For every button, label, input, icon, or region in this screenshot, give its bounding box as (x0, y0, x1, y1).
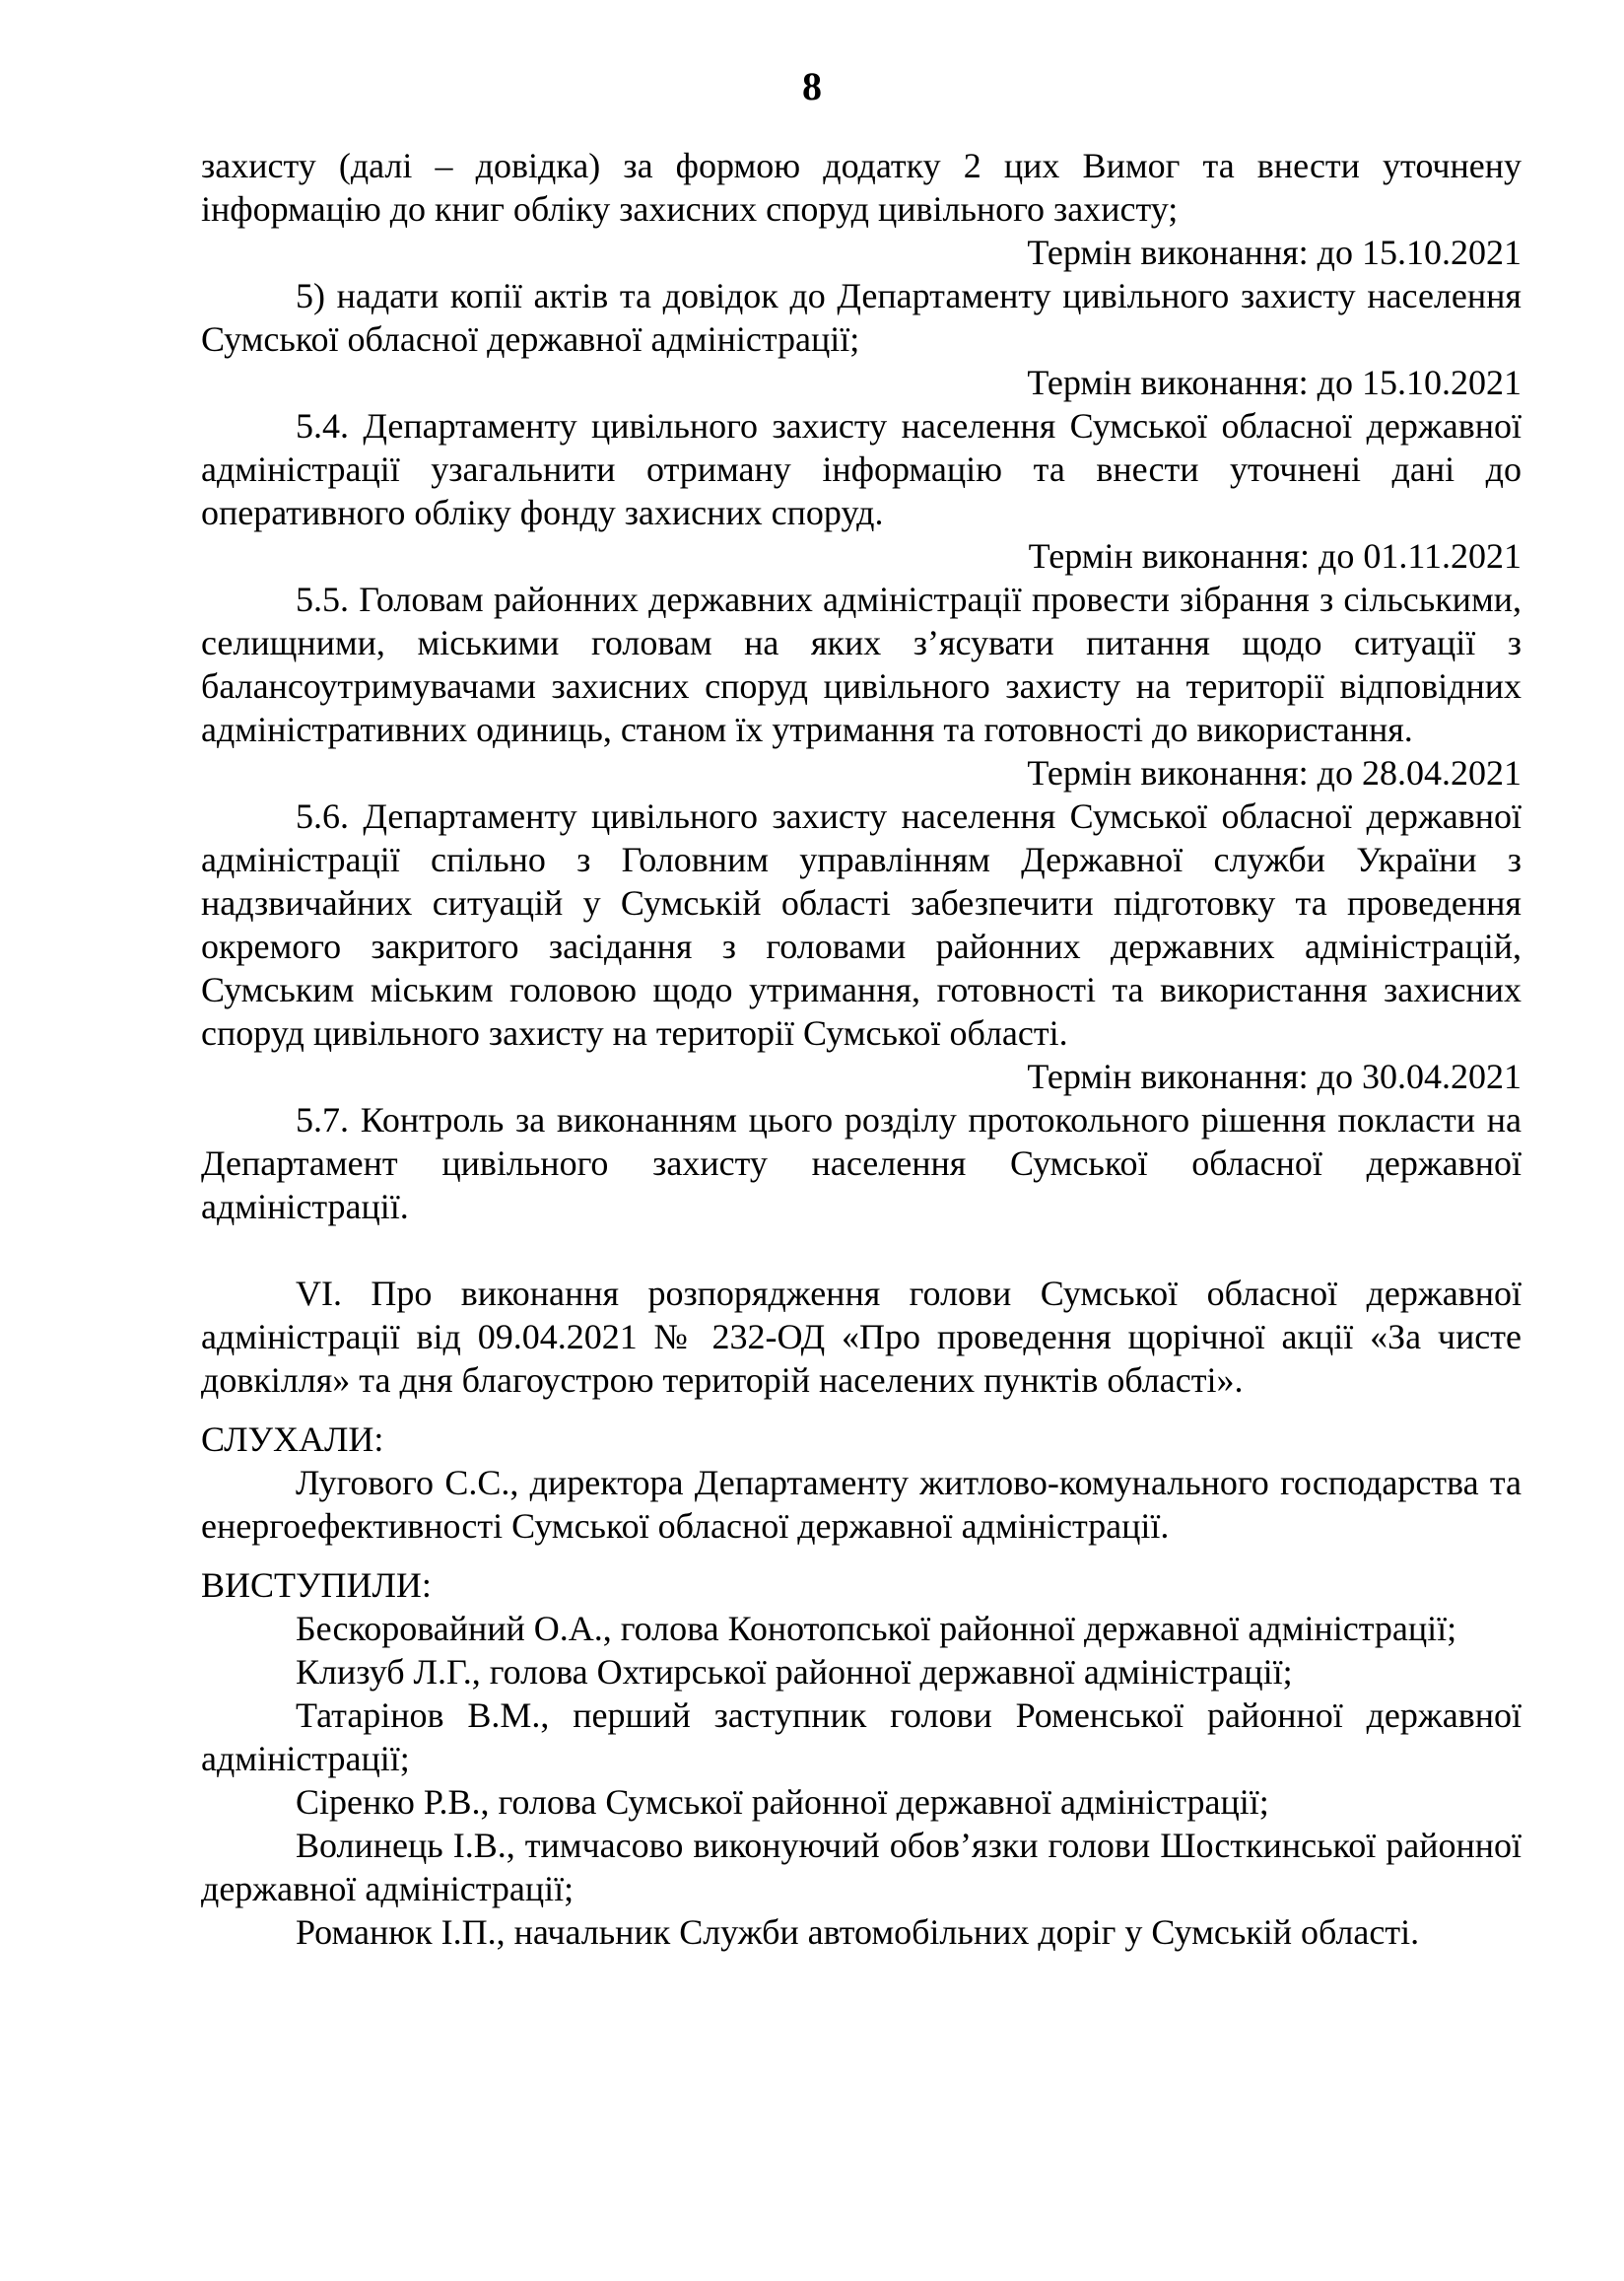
page-number: 8 (802, 64, 822, 108)
speaker-entry: Бескоровайний О.А., голова Конотопської районної державної адміністрації; (296, 1609, 1457, 1648)
section-spacer (201, 1402, 1522, 1417)
speaker-entry: Татарінов В.М., перший заступник голови Роменської районної державної адміністрації; (201, 1695, 1522, 1778)
paragraph-continuation: захисту (далі – довідка) за формою додатку 2 цих Вимог та внести уточнену інформацію до книг обліку захисних споруд цивільного захисту; (201, 146, 1522, 229)
section-spacer (201, 1228, 1522, 1272)
paragraph-item-5-4: 5.4. Департаменту цивільного захисту населення Сумської обласної державної адміністрації узагальнити отриману інформацію та внести уточнені дані до оперативного обліку фонду захисних споруд. (201, 406, 1522, 532)
paragraph-item-5-6: 5.6. Департаменту цивільного захисту населення Сумської обласної державної адміністрації спільно з Головним управлінням Державної служби України з надзвичайних ситуацій у Сумській області забезпечити підготовку та проведення окремого закритого засідання з головами районних державних адміністрацій, Сумським міським головою щодо утримання, готовності та використання захисних споруд цивільного захисту на території Сумської області. (201, 796, 1522, 1053)
speaker-entry: Романюк І.П., начальник Служби автомобільних доріг у Сумській області. (296, 1912, 1420, 1952)
deadline-line: Термін виконання: до 28.04.2021 (1027, 753, 1522, 793)
deadline-line: Термін виконання: до 15.10.2021 (1027, 233, 1522, 272)
deadline-line: Термін виконання: до 15.10.2021 (1027, 363, 1522, 402)
paragraph-item-5-5: 5.5. Головам районних державних адміністрації провести зібрання з сільськими, селищними, міськими головам на яких з’ясувати питання щодо ситуації з балансоутримувачами захисних споруд цивільного захисту на території відповідних адміністративних одиниць, станом їх утримання та готовності до використання. (201, 580, 1522, 749)
speaker-entry: Клизуб Л.Г., голова Охтирської районної державної адміністрації; (296, 1652, 1293, 1692)
paragraph-item-5-7: 5.7. Контроль за виконанням цього розділу протокольного рішення покласти на Департамент цивільного захисту населення Сумської обласної державної адміністрації. (201, 1100, 1522, 1226)
deadline-line: Термін виконання: до 30.04.2021 (1027, 1057, 1522, 1096)
document-body (201, 144, 1522, 1954)
speaker-entry: Сіренко Р.В., голова Сумської районної державної адміністрації; (296, 1782, 1269, 1822)
section-spacer (201, 1548, 1522, 1563)
speaker-entry: Волинець І.В., тимчасово виконуючий обов’язки голови Шосткинської районної державної адміністрації; (201, 1826, 1522, 1908)
heard-label: СЛУХАЛИ: (201, 1419, 384, 1459)
section-vi-title: VI. Про виконання розпорядження голови Сумської обласної державної адміністрації від 09.04.2021 № 232-ОД «Про проведення щорічної акції «За чисте довкілля» та дня благоустрою територій населених пунктів області». (201, 1274, 1522, 1400)
spoke-label: ВИСТУПИЛИ: (201, 1565, 432, 1605)
heard-speaker: Лугового С.С., директора Департаменту житлово-комунального господарства та енергоефективності Сумської обласної державної адміністрації. (201, 1463, 1522, 1546)
deadline-line: Термін виконання: до 01.11.2021 (1028, 536, 1522, 576)
paragraph-item-5: 5) надати копії актів та довідок до Департаменту цивільного захисту населення Сумської обласної державної адміністрації; (201, 276, 1522, 359)
